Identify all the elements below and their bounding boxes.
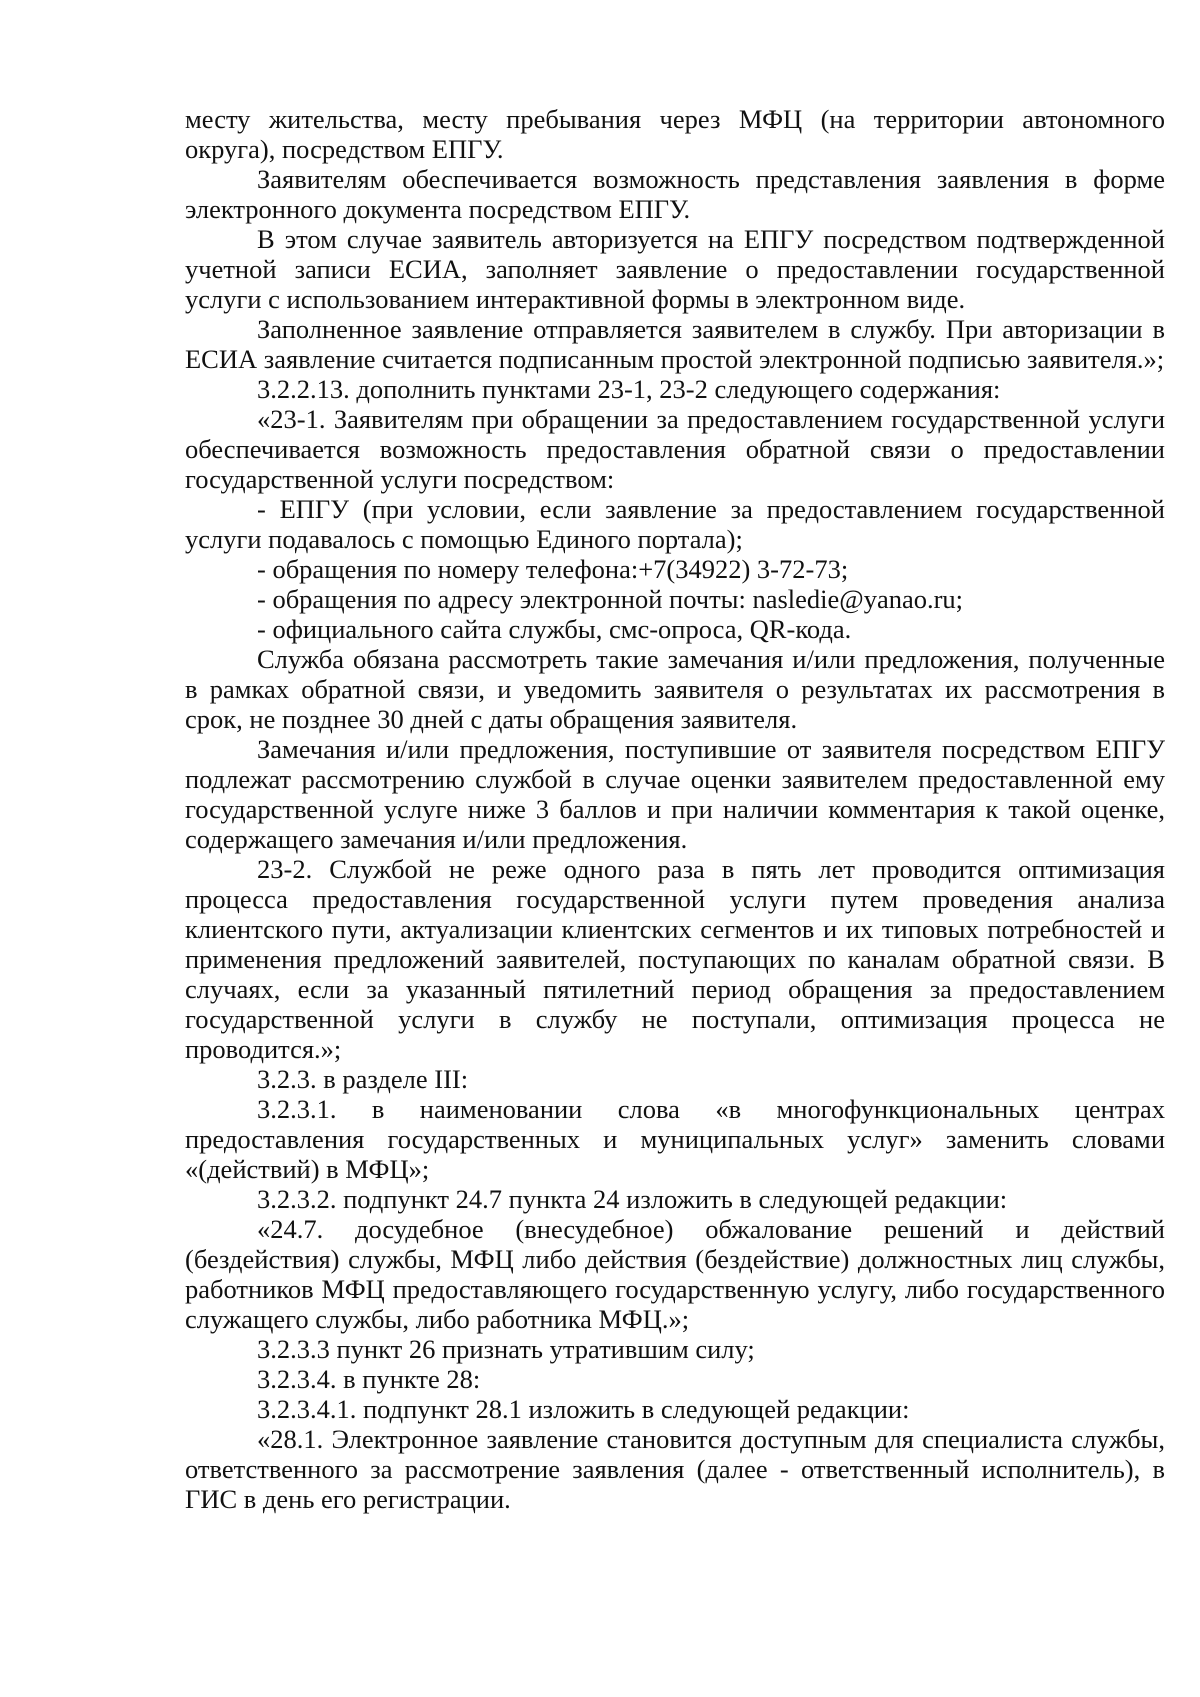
document-page <box>185 104 1165 1514</box>
list-item: - обращения по адресу электронной почты: nasledie@yanao.ru; <box>257 584 964 614</box>
paragraph: 23-2. Службой не реже одного раза в пять лет проводится оптимизация процесса предоставления государственной услуги путем проведения анализа клиентского пути, актуализации клиентских сегментов и их типовых потребностей и применения предложений заявителей, поступающих по каналам обратной связи. В случаях, если за указанный пятилетний период обращения за предоставлением государственной услуги в службу не поступали, оптимизация процесса не проводится.»; <box>185 854 1165 1064</box>
list-item: - обращения по номеру телефона:+7(34922) 3-72-73; <box>257 554 849 584</box>
paragraph: Служба обязана рассмотреть такие замечания и/или предложения, полученные в рамках обратной связи, и уведомить заявителя о результатах их рассмотрения в срок, не позднее 30 дней с даты обращения заявителя. <box>185 644 1165 734</box>
paragraph: «24.7. досудебное (внесудебное) обжалование решений и действий (бездействия) службы, МФЦ либо действия (бездействие) должностных лиц службы, работников МФЦ предоставляющего государственную услугу, либо государственного служащего службы, либо работника МФЦ.»; <box>185 1214 1165 1334</box>
paragraph: «28.1. Электронное заявление становится доступным для специалиста службы, ответственного за рассмотрение заявления (далее - ответственный исполнитель), в ГИС в день его регистрации. <box>185 1424 1165 1514</box>
paragraph-clause: 3.2.3.2. подпункт 24.7 пункта 24 изложить в следующей редакции: <box>257 1184 1008 1214</box>
paragraph: Заявителям обеспечивается возможность представления заявления в форме электронного документа посредством ЕПГУ. <box>185 164 1165 224</box>
paragraph: Замечания и/или предложения, поступившие от заявителя посредством ЕПГУ подлежат рассмотрению службой в случае оценки заявителем предоставленной ему государственной услуге ниже 3 баллов и при наличии комментария к такой оценке, содержащего замечания и/или предложения. <box>185 734 1165 854</box>
paragraph-clause: 3.2.2.13. дополнить пунктами 23-1, 23-2 следующего содержания: <box>257 374 1001 404</box>
paragraph: «23-1. Заявителям при обращении за предоставлением государственной услуги обеспечивается возможность предоставления обратной связи о предоставлении государственной услуги посредством: <box>185 404 1165 494</box>
paragraph-continuation: месту жительства, месту пребывания через МФЦ (на территории автономного округа), посредством ЕПГУ. <box>185 104 1165 164</box>
paragraph: Заполненное заявление отправляется заявителем в службу. При авторизации в ЕСИА заявление считается подписанным простой электронной подписью заявителя.»; <box>185 314 1165 374</box>
paragraph-clause: 3.2.3.1. в наименовании слова «в многофункциональных центрах предоставления государственных и муниципальных услуг» заменить словами «(действий) в МФЦ»; <box>185 1094 1165 1184</box>
list-item: - официального сайта службы, смс-опроса, QR-кода. <box>257 614 852 644</box>
paragraph-clause: 3.2.3.4.1. подпункт 28.1 изложить в следующей редакции: <box>257 1394 910 1424</box>
paragraph: В этом случае заявитель авторизуется на ЕПГУ посредством подтвержденной учетной записи ЕСИА, заполняет заявление о предоставлении государственной услуги с использованием интерактивной формы в электронном виде. <box>185 224 1165 314</box>
list-item: - ЕПГУ (при условии, если заявление за предоставлением государственной услуги подавалось с помощью Единого портала); <box>185 494 1165 554</box>
paragraph-clause: 3.2.3.3 пункт 26 признать утратившим силу; <box>257 1334 755 1364</box>
paragraph-clause: 3.2.3.4. в пункте 28: <box>257 1364 481 1394</box>
paragraph-clause: 3.2.3. в разделе III: <box>257 1064 469 1094</box>
